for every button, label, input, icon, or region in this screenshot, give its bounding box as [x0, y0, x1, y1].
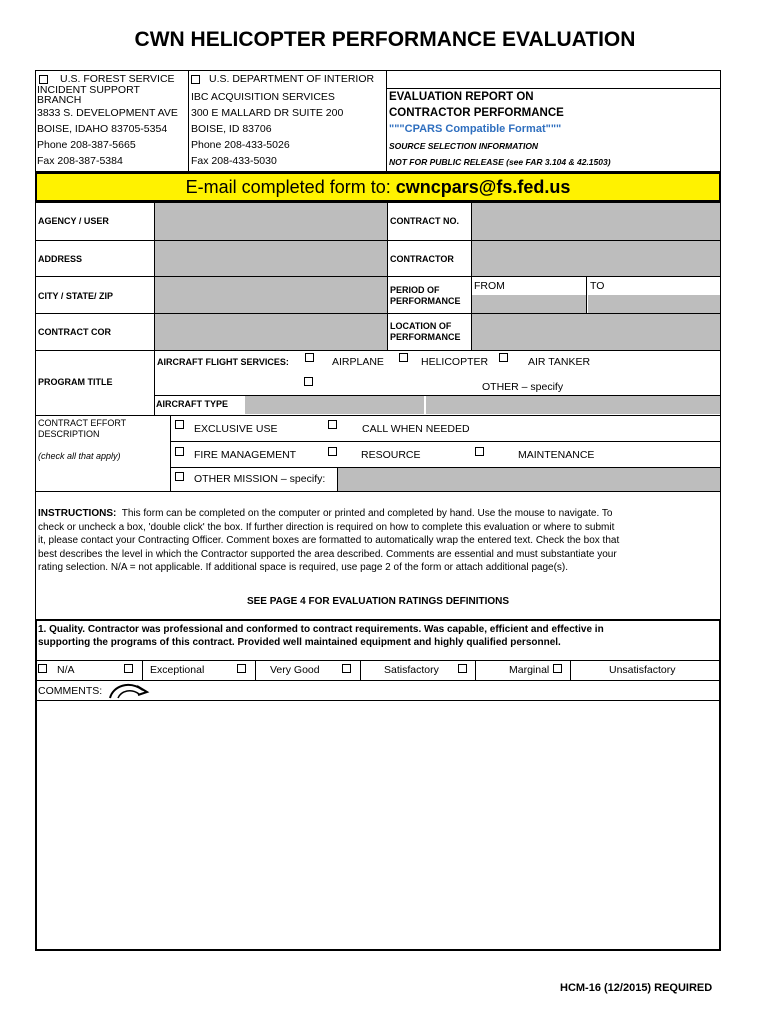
resource-label: RESOURCE	[361, 449, 421, 461]
forest-service-phone: Phone 208-387-5665	[37, 139, 136, 151]
location-of-performance-input[interactable]	[472, 314, 720, 350]
interior-checkbox[interactable]	[191, 75, 200, 84]
interior-phone: Phone 208-433-5026	[191, 139, 290, 151]
rating-marginal-label: Marginal	[509, 664, 550, 676]
address-label: ADDRESS	[38, 254, 83, 264]
agency-user-input[interactable]	[155, 203, 387, 240]
contract-cor-input[interactable]	[155, 314, 387, 350]
email-banner	[35, 172, 721, 202]
from-date-input[interactable]	[472, 295, 586, 313]
rating-unsatisfactory-checkbox[interactable]	[553, 664, 562, 673]
aircraft-type-input-2[interactable]	[426, 396, 720, 414]
email-address[interactable]: cwncpars@fs.fed.us	[395, 177, 571, 197]
not-for-release: NOT FOR PUBLIC RELEASE (see FAR 3.104 & 42.1503)	[389, 157, 611, 167]
comment-arrow-icon	[107, 682, 153, 700]
maintenance-checkbox[interactable]	[475, 447, 484, 456]
forest-service-fax: Fax 208-387-5384	[37, 155, 123, 167]
contract-no-input[interactable]	[472, 203, 720, 240]
air-tanker-label: AIR TANKER	[528, 356, 591, 368]
forest-service-label: U.S. FOREST SERVICE	[60, 73, 175, 85]
to-date-input[interactable]	[588, 295, 720, 313]
interior-fax: Fax 208-433-5030	[191, 155, 277, 167]
airplane-checkbox[interactable]	[305, 353, 314, 362]
exclusive-use-checkbox[interactable]	[175, 420, 184, 429]
agency-user-label: AGENCY / USER	[38, 216, 109, 226]
rating-satisfactory-checkbox[interactable]	[342, 664, 351, 673]
helicopter-label: HELICOPTER	[421, 356, 489, 368]
address-input[interactable]	[155, 241, 387, 276]
rating-exceptional-checkbox[interactable]	[124, 664, 133, 673]
contractor-label: CONTRACTOR	[390, 254, 454, 264]
quality-line-2: supporting the programs of this contract. Provided well maintained equipment and highly qualified personnel.	[38, 637, 561, 648]
interior-branch: IBC ACQUISITION SERVICES	[191, 91, 335, 103]
other-mission-label: OTHER MISSION – specify:	[194, 473, 326, 485]
form-number-footer: HCM-16 (12/2015) REQUIRED	[560, 982, 713, 994]
rating-na-checkbox[interactable]	[38, 664, 47, 673]
email-prefix: E-mail completed form to:	[185, 177, 396, 197]
contract-cor-label: CONTRACT COR	[38, 327, 111, 337]
rating-satisfactory-label: Satisfactory	[384, 664, 439, 676]
other-mission-checkbox[interactable]	[175, 472, 184, 481]
effort-description-label: CONTRACT EFFORT DESCRIPTION	[38, 418, 127, 439]
instructions-line-3: it, please contact your Contracting Officer. Comment boxes are formatted to automatically wrap the entered text. Check the box that	[38, 535, 620, 547]
comments-textarea[interactable]	[37, 701, 719, 949]
contract-no-label: CONTRACT NO.	[390, 216, 459, 226]
instructions-line-1: This form can be completed on the computer or printed and completed by hand. Use the mouse to navigate. To	[121, 508, 613, 519]
comments-label: COMMENTS:	[38, 685, 103, 697]
maintenance-label: MAINTENANCE	[518, 449, 595, 461]
source-selection: SOURCE SELECTION INFORMATION	[389, 141, 539, 151]
helicopter-checkbox[interactable]	[399, 353, 408, 362]
interior-label: U.S. DEPARTMENT OF INTERIOR	[209, 73, 375, 85]
instructions-line-2: check or uncheck a box, 'double click' the box. If further direction is required on how to complete this evaluation or where to submit	[38, 521, 615, 533]
rating-marginal-checkbox[interactable]	[458, 664, 467, 673]
call-when-needed-label: CALL WHEN NEEDED	[362, 423, 470, 435]
rating-very-good-label: Very Good	[270, 664, 320, 676]
airplane-label: AIRPLANE	[332, 356, 384, 368]
from-label: FROM	[474, 280, 505, 292]
forest-service-branch: INCIDENT SUPPORT BRANCH	[37, 84, 140, 106]
instructions-line-4: best describes the level in which the Contractor supported the area described. Comments are essential and must substantiate your	[38, 548, 617, 560]
call-when-needed-checkbox[interactable]	[328, 420, 337, 429]
instructions-label: INSTRUCTIONS:	[38, 508, 117, 519]
forest-service-city: BOISE, IDAHO 83705-5354	[37, 123, 168, 135]
rating-exceptional-label: Exceptional	[150, 664, 205, 676]
page-title: CWN HELICOPTER PERFORMANCE EVALUATION	[134, 28, 636, 51]
other-aircraft-checkbox[interactable]	[304, 377, 313, 386]
contractor-input[interactable]	[472, 241, 720, 276]
interior-city: BOISE, ID 83706	[191, 123, 272, 135]
forest-service-street: 3833 S. DEVELOPMENT AVE	[37, 107, 178, 119]
aircraft-type-input-1[interactable]	[245, 396, 424, 414]
instructions-text	[38, 507, 718, 575]
instructions-line-5: rating selection. N/A = not applicable. If additional space is required, use page 2 of the form or attach additional page(s).	[38, 562, 569, 574]
cpars-format: """CPARS Compatible Format"""	[389, 123, 562, 135]
exclusive-use-label: EXCLUSIVE USE	[194, 423, 278, 435]
rating-very-good-checkbox[interactable]	[237, 664, 246, 673]
forest-service-checkbox[interactable]	[39, 75, 48, 84]
report-line-2: CONTRACTOR PERFORMANCE	[389, 107, 564, 119]
report-line-1: EVALUATION REPORT ON	[389, 91, 534, 103]
rating-na-label: N/A	[57, 664, 75, 676]
see-page-4: SEE PAGE 4 FOR EVALUATION RATINGS DEFINITIONS	[246, 596, 510, 607]
other-specify-label: OTHER – specify	[482, 381, 564, 393]
aircraft-type-label: AIRCRAFT TYPE	[156, 399, 228, 409]
to-label: TO	[590, 280, 605, 292]
fire-management-label: FIRE MANAGEMENT	[194, 449, 297, 461]
city-state-zip-input[interactable]	[155, 277, 387, 313]
other-mission-input[interactable]	[338, 468, 720, 491]
city-state-zip-label: CITY / STATE/ ZIP	[38, 291, 114, 301]
interior-street: 300 E MALLARD DR SUITE 200	[191, 107, 344, 119]
aircraft-flight-services-label: AIRCRAFT FLIGHT SERVICES:	[157, 357, 289, 367]
fire-management-checkbox[interactable]	[175, 447, 184, 456]
quality-line-1: 1. Quality. Contractor was professional and conformed to contract requirements. Was capable, efficient and effective in	[38, 624, 604, 635]
program-title-label: PROGRAM TITLE	[38, 377, 113, 387]
check-all-label: (check all that apply)	[38, 451, 121, 461]
rating-unsatisfactory-label: Unsatisfactory	[609, 664, 676, 676]
resource-checkbox[interactable]	[328, 447, 337, 456]
air-tanker-checkbox[interactable]	[499, 353, 508, 362]
location-of-performance-label: LOCATION OF PERFORMANCE	[390, 321, 461, 342]
period-of-performance-label: PERIOD OF PERFORMANCE	[390, 285, 461, 306]
